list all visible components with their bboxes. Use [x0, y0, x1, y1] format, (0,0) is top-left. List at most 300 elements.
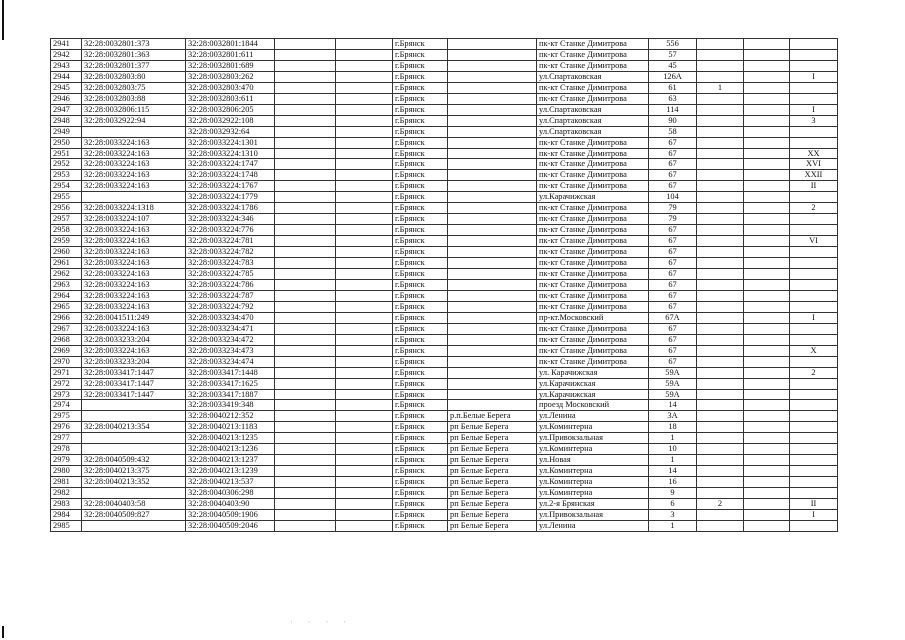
cell-settlement — [448, 71, 537, 82]
cell-land-cadastral-number: 32:28:0033224:163 — [82, 159, 186, 170]
cell-blank-col-11 — [744, 82, 790, 93]
cell-blank-col-5 — [336, 279, 393, 290]
cell-city: г.Брянск — [393, 49, 448, 60]
cell-blank-col-5 — [336, 82, 393, 93]
cell-blank-col-4 — [275, 269, 336, 280]
cell-building-letter — [697, 345, 744, 356]
cell-row-number: 2955 — [51, 192, 82, 203]
cell-blank-col-4 — [275, 60, 336, 71]
cell-land-cadastral-number — [82, 126, 186, 137]
cell-blank-col-5 — [336, 60, 393, 71]
cell-building-cadastral-number: 32:28:0033234:471 — [186, 323, 275, 334]
cell-blank-col-5 — [336, 477, 393, 488]
cell-blank-col-5 — [336, 39, 393, 50]
cell-building-cadastral-number: 32:28:0033224:1779 — [186, 192, 275, 203]
cell-apartment-number — [790, 422, 838, 433]
cell-blank-col-5 — [336, 520, 393, 531]
cell-building-letter: 2 — [697, 499, 744, 510]
cell-land-cadastral-number — [82, 433, 186, 444]
cell-land-cadastral-number: 32:28:0033224:1318 — [82, 203, 186, 214]
cell-street: пк-кт Станке Димитрова — [537, 356, 649, 367]
cell-building-letter — [697, 279, 744, 290]
cell-row-number: 2982 — [51, 488, 82, 499]
cell-land-cadastral-number: 32:28:0033224:163 — [82, 279, 186, 290]
cell-apartment-number — [790, 126, 838, 137]
cell-row-number: 2946 — [51, 93, 82, 104]
cell-city: г.Брянск — [393, 203, 448, 214]
cell-house-number: 90 — [649, 115, 697, 126]
cell-blank-col-11 — [744, 433, 790, 444]
cell-blank-col-11 — [744, 137, 790, 148]
cell-blank-col-5 — [336, 312, 393, 323]
cell-settlement — [448, 290, 537, 301]
cell-blank-col-5 — [336, 203, 393, 214]
cell-house-number: 67 — [649, 356, 697, 367]
cell-blank-col-11 — [744, 159, 790, 170]
cell-land-cadastral-number: 32:28:0032801:373 — [82, 39, 186, 50]
cell-house-number: 14 — [649, 400, 697, 411]
cell-building-cadastral-number: 32:28:0032803:611 — [186, 93, 275, 104]
cell-house-number: 67 — [649, 345, 697, 356]
cell-apartment-number — [790, 400, 838, 411]
cell-land-cadastral-number: 32:28:0032803:75 — [82, 82, 186, 93]
cell-land-cadastral-number: 32:28:0033224:163 — [82, 170, 186, 181]
cell-land-cadastral-number: 32:28:0033224:163 — [82, 137, 186, 148]
cell-blank-col-5 — [336, 181, 393, 192]
cell-blank-col-11 — [744, 378, 790, 389]
table-row — [51, 312, 838, 323]
cell-row-number: 2962 — [51, 269, 82, 280]
table-row — [51, 499, 838, 510]
cell-building-letter — [697, 433, 744, 444]
cell-row-number: 2972 — [51, 378, 82, 389]
cell-blank-col-11 — [744, 60, 790, 71]
cell-building-cadastral-number: 32:28:0033234:470 — [186, 312, 275, 323]
cell-blank-col-4 — [275, 258, 336, 269]
cell-city: г.Брянск — [393, 356, 448, 367]
cell-building-letter — [697, 258, 744, 269]
cell-blank-col-4 — [275, 455, 336, 466]
cell-settlement — [448, 367, 537, 378]
cell-blank-col-11 — [744, 444, 790, 455]
cell-blank-col-5 — [336, 301, 393, 312]
cell-blank-col-4 — [275, 444, 336, 455]
cell-row-number: 2981 — [51, 477, 82, 488]
cell-building-cadastral-number: 32:28:0032932:64 — [186, 126, 275, 137]
cell-city: г.Брянск — [393, 488, 448, 499]
cell-apartment-number — [790, 520, 838, 531]
address-register-table — [50, 38, 838, 532]
cell-row-number: 2957 — [51, 214, 82, 225]
cell-row-number: 2967 — [51, 323, 82, 334]
cell-land-cadastral-number: 32:28:0033233:204 — [82, 334, 186, 345]
cell-apartment-number — [790, 93, 838, 104]
table-row — [51, 225, 838, 236]
table-row — [51, 214, 838, 225]
cell-settlement — [448, 126, 537, 137]
cell-blank-col-4 — [275, 477, 336, 488]
cell-apartment-number — [790, 356, 838, 367]
cell-land-cadastral-number: 32:28:0040509:827 — [82, 509, 186, 520]
cell-building-cadastral-number: 32:28:0032806:205 — [186, 104, 275, 115]
cell-land-cadastral-number — [82, 520, 186, 531]
cell-blank-col-11 — [744, 455, 790, 466]
table-row — [51, 466, 838, 477]
cell-house-number: 79 — [649, 203, 697, 214]
cell-city: г.Брянск — [393, 477, 448, 488]
cell-row-number: 2983 — [51, 499, 82, 510]
cell-building-letter — [697, 71, 744, 82]
cell-land-cadastral-number: 32:28:0033224:163 — [82, 269, 186, 280]
cell-city: г.Брянск — [393, 400, 448, 411]
cell-street: ул.Спартаковская — [537, 115, 649, 126]
cell-building-letter — [697, 378, 744, 389]
cell-street: пк-кт Станке Димитрова — [537, 93, 649, 104]
cell-row-number: 2970 — [51, 356, 82, 367]
cell-settlement: рп Белые Берега — [448, 422, 537, 433]
cell-building-letter — [697, 290, 744, 301]
cell-settlement: рп Белые Берега — [448, 499, 537, 510]
cell-blank-col-11 — [744, 411, 790, 422]
table-row — [51, 148, 838, 159]
cell-land-cadastral-number: 32:28:0033224:163 — [82, 301, 186, 312]
cell-blank-col-11 — [744, 214, 790, 225]
cell-street: ул.2-я Брянская — [537, 499, 649, 510]
cell-blank-col-11 — [744, 477, 790, 488]
cell-city: г.Брянск — [393, 192, 448, 203]
cell-building-letter — [697, 509, 744, 520]
cell-building-letter — [697, 389, 744, 400]
cell-blank-col-4 — [275, 422, 336, 433]
cell-apartment-number — [790, 488, 838, 499]
cell-building-cadastral-number: 32:28:0033224:1748 — [186, 170, 275, 181]
cell-row-number: 2964 — [51, 290, 82, 301]
table-row — [51, 301, 838, 312]
cell-row-number: 2949 — [51, 126, 82, 137]
cell-city: г.Брянск — [393, 170, 448, 181]
table-row — [51, 192, 838, 203]
cell-building-cadastral-number: 32:28:0033224:787 — [186, 290, 275, 301]
cell-apartment-number — [790, 466, 838, 477]
table-row — [51, 345, 838, 356]
cell-row-number: 2974 — [51, 400, 82, 411]
cell-city: г.Брянск — [393, 148, 448, 159]
cell-street: пк-кт Станке Димитрова — [537, 279, 649, 290]
cell-land-cadastral-number: 32:28:0032803:80 — [82, 71, 186, 82]
cell-apartment-number: I — [790, 104, 838, 115]
cell-street: ул.Привокзальная — [537, 433, 649, 444]
cell-street: пк-кт Станке Димитрова — [537, 225, 649, 236]
cell-land-cadastral-number — [82, 192, 186, 203]
cell-settlement — [448, 279, 537, 290]
cell-street: пк-кт Станке Димитрова — [537, 159, 649, 170]
cell-settlement: рп Белые Берега — [448, 455, 537, 466]
cell-settlement — [448, 378, 537, 389]
cell-blank-col-4 — [275, 126, 336, 137]
cell-city: г.Брянск — [393, 411, 448, 422]
table-row — [51, 137, 838, 148]
cell-building-letter — [697, 301, 744, 312]
cell-building-cadastral-number: 32:28:0033234:472 — [186, 334, 275, 345]
cell-land-cadastral-number: 32:28:0032801:377 — [82, 60, 186, 71]
cell-row-number: 2948 — [51, 115, 82, 126]
cell-row-number: 2971 — [51, 367, 82, 378]
cell-blank-col-11 — [744, 520, 790, 531]
cell-blank-col-4 — [275, 279, 336, 290]
cell-blank-col-4 — [275, 411, 336, 422]
cell-row-number: 2975 — [51, 411, 82, 422]
cell-blank-col-11 — [744, 345, 790, 356]
cell-land-cadastral-number — [82, 444, 186, 455]
cell-building-cadastral-number: 32:28:0040213:1237 — [186, 455, 275, 466]
table-row — [51, 389, 838, 400]
cell-apartment-number: 3 — [790, 115, 838, 126]
cell-building-cadastral-number: 32:28:0033224:1767 — [186, 181, 275, 192]
cell-land-cadastral-number: 32:28:0033224:163 — [82, 181, 186, 192]
cell-apartment-number: 2 — [790, 367, 838, 378]
cell-city: г.Брянск — [393, 214, 448, 225]
cell-blank-col-5 — [336, 455, 393, 466]
cell-blank-col-4 — [275, 104, 336, 115]
cell-blank-col-11 — [744, 115, 790, 126]
cell-house-number: 67 — [649, 225, 697, 236]
cell-apartment-number: II — [790, 181, 838, 192]
cell-house-number: 67 — [649, 323, 697, 334]
cell-blank-col-4 — [275, 312, 336, 323]
cell-house-number: 67 — [649, 290, 697, 301]
cell-blank-col-4 — [275, 115, 336, 126]
cell-street: пк-кт Станке Димитрова — [537, 82, 649, 93]
cell-street: ул.Коминтерна — [537, 444, 649, 455]
cell-building-cadastral-number: 32:28:0033224:786 — [186, 279, 275, 290]
cell-blank-col-5 — [336, 170, 393, 181]
cell-house-number: 58 — [649, 126, 697, 137]
cell-apartment-number — [790, 269, 838, 280]
cell-land-cadastral-number: 32:28:0041511:249 — [82, 312, 186, 323]
cell-blank-col-4 — [275, 488, 336, 499]
cell-street: ул.Новая — [537, 455, 649, 466]
cell-city: г.Брянск — [393, 334, 448, 345]
cell-settlement — [448, 269, 537, 280]
cell-street: проезд Московский — [537, 400, 649, 411]
cell-blank-col-5 — [336, 126, 393, 137]
cell-house-number: 3 — [649, 509, 697, 520]
cell-blank-col-4 — [275, 214, 336, 225]
cell-blank-col-4 — [275, 334, 336, 345]
table-row — [51, 279, 838, 290]
cell-blank-col-11 — [744, 290, 790, 301]
cell-blank-col-4 — [275, 433, 336, 444]
cell-building-cadastral-number: 32:28:0033224:782 — [186, 247, 275, 258]
cell-settlement — [448, 323, 537, 334]
cell-building-letter — [697, 312, 744, 323]
cell-apartment-number: XVI — [790, 159, 838, 170]
cell-apartment-number — [790, 477, 838, 488]
table-row — [51, 323, 838, 334]
cell-building-letter — [697, 214, 744, 225]
cell-blank-col-4 — [275, 225, 336, 236]
table-row — [51, 60, 838, 71]
cell-house-number: 1 — [649, 520, 697, 531]
cell-blank-col-11 — [744, 203, 790, 214]
cell-blank-col-5 — [336, 247, 393, 258]
cell-house-number: 79 — [649, 214, 697, 225]
cell-house-number: 67А — [649, 312, 697, 323]
cell-building-letter — [697, 411, 744, 422]
cell-building-letter — [697, 422, 744, 433]
cell-building-letter — [697, 356, 744, 367]
cell-blank-col-11 — [744, 356, 790, 367]
cell-blank-col-4 — [275, 82, 336, 93]
cell-settlement — [448, 301, 537, 312]
cell-land-cadastral-number: 32:28:0033224:163 — [82, 258, 186, 269]
cell-blank-col-5 — [336, 422, 393, 433]
cell-apartment-number: XXII — [790, 170, 838, 181]
cell-settlement — [448, 170, 537, 181]
cell-row-number: 2944 — [51, 71, 82, 82]
cell-row-number: 2953 — [51, 170, 82, 181]
cell-city: г.Брянск — [393, 93, 448, 104]
cell-row-number: 2966 — [51, 312, 82, 323]
cell-settlement — [448, 236, 537, 247]
cell-building-letter — [697, 455, 744, 466]
cell-land-cadastral-number — [82, 400, 186, 411]
cell-building-letter — [697, 236, 744, 247]
cell-apartment-number — [790, 247, 838, 258]
cell-house-number: 59А — [649, 378, 697, 389]
cell-blank-col-5 — [336, 356, 393, 367]
cell-land-cadastral-number: 32:28:0040509:432 — [82, 455, 186, 466]
cell-city: г.Брянск — [393, 159, 448, 170]
cell-house-number: 59А — [649, 389, 697, 400]
table-row — [51, 433, 838, 444]
cell-house-number: 3А — [649, 411, 697, 422]
cell-settlement — [448, 60, 537, 71]
cell-street: пк-кт Станке Димитрова — [537, 148, 649, 159]
cell-land-cadastral-number: 32:28:0032922:94 — [82, 115, 186, 126]
cell-building-cadastral-number: 32:28:0033224:1310 — [186, 148, 275, 159]
cell-apartment-number — [790, 323, 838, 334]
cell-building-cadastral-number: 32:28:0032801:611 — [186, 49, 275, 60]
cell-street: ул.Карачижская — [537, 378, 649, 389]
cell-building-letter — [697, 247, 744, 258]
cell-house-number: 57 — [649, 49, 697, 60]
cell-blank-col-5 — [336, 411, 393, 422]
cell-row-number: 2978 — [51, 444, 82, 455]
cell-blank-col-4 — [275, 499, 336, 510]
cell-building-cadastral-number: 32:28:0033224:783 — [186, 258, 275, 269]
cell-city: г.Брянск — [393, 115, 448, 126]
cell-house-number: 104 — [649, 192, 697, 203]
cell-street: пк-кт Станке Димитрова — [537, 247, 649, 258]
cell-building-cadastral-number: 32:28:0033224:776 — [186, 225, 275, 236]
cell-building-letter — [697, 444, 744, 455]
cell-building-letter: 1 — [697, 82, 744, 93]
cell-house-number: 126А — [649, 71, 697, 82]
table-row — [51, 104, 838, 115]
cell-blank-col-11 — [744, 323, 790, 334]
cell-city: г.Брянск — [393, 323, 448, 334]
cell-street: пк-кт Станке Димитрова — [537, 39, 649, 50]
cell-apartment-number — [790, 225, 838, 236]
cell-settlement — [448, 115, 537, 126]
cell-building-cadastral-number: 32:28:0033224:1786 — [186, 203, 275, 214]
cell-street: ул.Привокзальная — [537, 509, 649, 520]
cell-blank-col-5 — [336, 137, 393, 148]
cell-building-cadastral-number: 32:28:0040509:2046 — [186, 520, 275, 531]
cell-land-cadastral-number — [82, 488, 186, 499]
cell-blank-col-11 — [744, 269, 790, 280]
cell-blank-col-5 — [336, 49, 393, 60]
cell-apartment-number — [790, 39, 838, 50]
cell-city: г.Брянск — [393, 444, 448, 455]
cell-apartment-number — [790, 455, 838, 466]
cell-city: г.Брянск — [393, 367, 448, 378]
cell-blank-col-11 — [744, 258, 790, 269]
cell-blank-col-11 — [744, 170, 790, 181]
table-row — [51, 49, 838, 60]
cell-building-cadastral-number: 32:28:0033224:785 — [186, 269, 275, 280]
table-row — [51, 115, 838, 126]
cell-building-cadastral-number: 32:28:0040213:1236 — [186, 444, 275, 455]
cell-blank-col-4 — [275, 247, 336, 258]
cell-city: г.Брянск — [393, 39, 448, 50]
cell-building-cadastral-number: 32:28:0040403:90 — [186, 499, 275, 510]
cell-blank-col-4 — [275, 301, 336, 312]
cell-street: ул. Карачижская — [537, 367, 649, 378]
table-body — [51, 39, 838, 532]
cell-building-letter — [697, 159, 744, 170]
cell-house-number: 1 — [649, 455, 697, 466]
cell-apartment-number — [790, 378, 838, 389]
cell-city: г.Брянск — [393, 104, 448, 115]
cell-city: г.Брянск — [393, 236, 448, 247]
cell-street: пк-кт Станке Димитрова — [537, 334, 649, 345]
cell-settlement — [448, 159, 537, 170]
cell-building-cadastral-number: 32:28:0032803:262 — [186, 71, 275, 82]
cell-settlement: рп Белые Берега — [448, 444, 537, 455]
cell-house-number: 114 — [649, 104, 697, 115]
cell-blank-col-4 — [275, 356, 336, 367]
cell-street: пк-кт Станке Димитрова — [537, 203, 649, 214]
cell-blank-col-5 — [336, 148, 393, 159]
cell-row-number: 2976 — [51, 422, 82, 433]
cell-blank-col-5 — [336, 433, 393, 444]
cell-city: г.Брянск — [393, 137, 448, 148]
cell-settlement: рп Белые Берега — [448, 477, 537, 488]
cell-city: г.Брянск — [393, 225, 448, 236]
cell-land-cadastral-number: 32:28:0033417:1447 — [82, 367, 186, 378]
cell-building-letter — [697, 269, 744, 280]
cell-row-number: 2963 — [51, 279, 82, 290]
cell-row-number: 2960 — [51, 247, 82, 258]
cell-blank-col-5 — [336, 367, 393, 378]
cell-settlement — [448, 181, 537, 192]
cell-land-cadastral-number: 32:28:0032803:88 — [82, 93, 186, 104]
cell-street: ул.Спартаковская — [537, 126, 649, 137]
cell-building-letter — [697, 39, 744, 50]
cell-blank-col-5 — [336, 225, 393, 236]
cell-blank-col-5 — [336, 466, 393, 477]
cell-blank-col-4 — [275, 137, 336, 148]
table-row — [51, 290, 838, 301]
table-row — [51, 334, 838, 345]
cell-settlement — [448, 137, 537, 148]
cell-blank-col-5 — [336, 509, 393, 520]
cell-building-letter — [697, 60, 744, 71]
cell-row-number: 2969 — [51, 345, 82, 356]
cell-house-number: 67 — [649, 170, 697, 181]
